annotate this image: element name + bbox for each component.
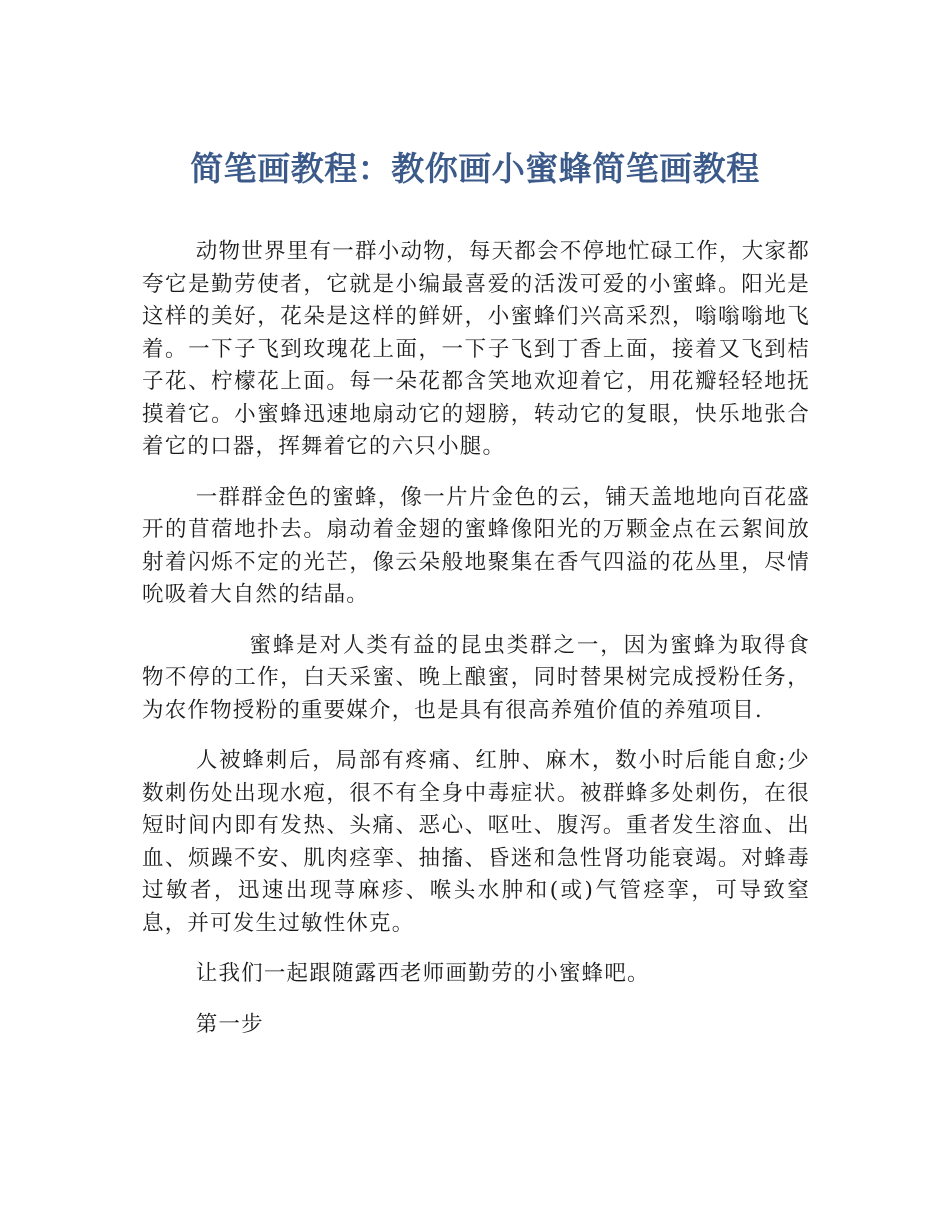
page-title: 简笔画教程：教你画小蜜蜂简笔画教程 — [190, 149, 760, 188]
paragraph-step-one: 第一步 — [195, 1011, 264, 1037]
paragraph-intro: 动物世界里有一群小动物，每天都会不停地忙碌工作，大家都夸它是勤劳使者，它就是小编最喜爱的活泼可爱的小蜜蜂。阳光是这样的美好，花朵是这样的鲜妍，小蜜蜂们兴高采烈，嗡嗡嗡地飞着。一下子飞到玫瑰花上面，一下子飞到丁香上面，接着又飞到桔子花、柠檬花上面。每一朵花都含笑地欢迎着它，用花瓣轻轻地抚摸着它。小蜜蜂迅速地扇动它的翅膀，转动它的复眼，快乐地张合着它的口器，挥舞着它的六只小腿。 — [142, 239, 810, 459]
paragraph-sting: 人被蜂刺后，局部有疼痛、红肿、麻木，数小时后能自愈;少数刺伤处出现水疱，很不有全身中毒症状。被群蜂多处刺伤，在很短时间内即有发热、头痛、恶心、呕吐、腹泻。重者发生溶血、出血、烦躁不安、肌肉痉挛、抽搐、昏迷和急性肾功能衰竭。对蜂毒过敏者，迅速出现荨麻疹、喉头水肿和(或)气管痉挛，可导致窒息，并可发生过敏性休克。 — [142, 748, 810, 936]
paragraph-follow-teacher: 让我们一起跟随露西老师画勤劳的小蜜蜂吧。 — [195, 961, 650, 986]
paragraph-beneficial: 蜜蜂是对人类有益的昆虫类群之一，因为蜜蜂为取得食物不停的工作，白天采蜜、晚上酿蜜，同时替果树完成授粉任务，为农作物授粉的重要媒介，也是具有很高养殖价值的养殖项目. — [142, 632, 810, 723]
document-body — [142, 236, 810, 1059]
paragraph-golden-bees: 一群群金色的蜜蜂，像一片片金色的云，铺天盖地地向百花盛开的苜蓿地扑去。扇动着金翅的蜜蜂像阳光的万颗金点在云絮间放射着闪烁不定的光芒，像云朵般地聚集在香气四溢的花丛里，尽情吮吸着大自然的结晶。 — [142, 484, 810, 607]
